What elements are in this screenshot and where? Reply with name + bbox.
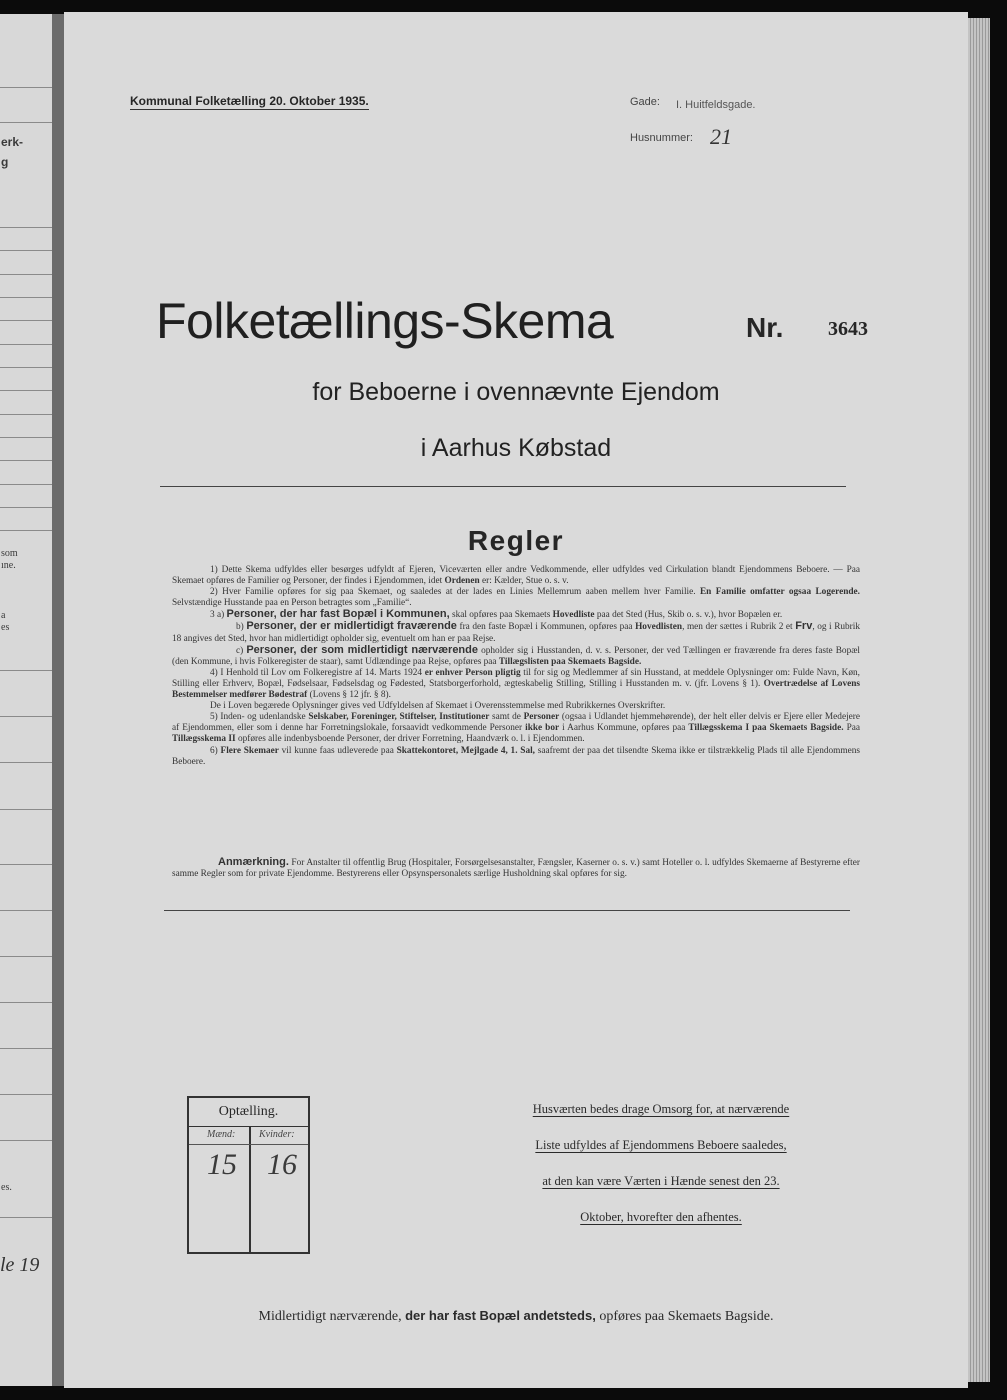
rules-text	[172, 565, 860, 768]
margin-fragment: a	[1, 610, 6, 621]
rule-1: 1) Dette Skema udfyldes eller besørges udfyldt af Ejeren, Viceværten eller andre Vedkommende, eller udfyldes ved Cirkulation blandt Ejendommens Beboere. — Paa Skemaet opføres de Familier og Personer, der findes i Ejendommen, idet Ordenen er: Kælder, Stue o. s. v.	[172, 565, 860, 587]
house-number-label: Husnummer:	[630, 132, 693, 144]
rule-4-note: De i Loven begærede Oplysninger gives ved Udfyldelsen af Skemaet i Overensstemmelse med Rubrikkernes Overskrifter.	[210, 701, 666, 712]
house-number-value: 21	[710, 124, 732, 149]
rule-3c: c) Personer, der som midlertidigt nærværende opholder sig i Husstanden, d. v. s. Personer, der ved Tællingen er fraværende fra deres faste Bopæl (den Kommune, i hvis Folkeregister de staar), samt Udlændinge paa Rejse, opføres paa Tillægslisten paa Skemaets Bagside.	[172, 643, 861, 667]
form-number: 3643	[828, 318, 868, 340]
women-label: Kvinder:	[259, 1129, 295, 1140]
footer-note: Midlertidigt nærværende, der har fast Bopæl andetsteds, opføres paa Skemaets Bagside.	[258, 1308, 774, 1324]
census-form-page	[64, 12, 968, 1388]
remark-label: Anmærkning.	[218, 856, 289, 868]
street-label: Gade:	[630, 96, 660, 108]
rule-3b: b) Personer, der er midlertidigt fraværende fra den faste Bopæl i Kommunen, opføres paa Hovedlisten, men der sættes i Rubrik 2 et Frv, og i Rubrik 18 angives det Sted, hvor han midlertidigt opholder sig, eventuelt om han er paa Rejse.	[172, 620, 861, 644]
margin-fragment: g	[1, 155, 9, 169]
divider	[164, 910, 850, 911]
left-page-fragment	[0, 14, 52, 1386]
rule-5: 5) Inden- og udenlandske Selskaber, Foreninger, Stiftelser, Institutioner samt de Personer (ogsaa i Udlandet hjemmehørende), der helt eller delvis er Ejere eller Medejere af Ejendommen, eller som i denne har Forretningslokale, forsaavidt vedkommende Personer ikke bor i Aarhus Kommune, opføres paa Tillægsskema I paa Skemaets Bagside. Paa Tillægsskema II opføres alle indenbysboende Personer, der driver Forretning, Haandværk o. l. i Ejendommen.	[172, 712, 861, 745]
margin-fragment: ıne.	[1, 560, 16, 571]
count-box-title: Optælling.	[189, 1098, 308, 1127]
landlord-notice-line: Husværten bedes drage Omsorg for, at nærværende	[532, 1102, 790, 1116]
landlord-notice-line: Liste udfyldes af Ejendommens Beboere saaledes,	[535, 1138, 787, 1152]
margin-fragment: es.	[1, 1182, 12, 1193]
rule-6: 6) Flere Skemaer vil kunne faas udleverede paa Skattekontoret, Mejlgade 4, 1. Sal, saafremt der paa det tilsendte Skema ikke er tilstrækkelig Plads til alle Ejendommens Beboere.	[172, 745, 860, 767]
book-gutter	[52, 14, 64, 1386]
rule-3a: 3 a) Personer, der har fast Bopæl i Kommunen, skal opføres paa Skemaets Hovedliste paa det Sted (Hus, Skib o. s. v.), hvor Bopælen er.	[210, 608, 783, 621]
margin-fragment: es	[1, 622, 10, 633]
rule-2: 2) Hver Familie opføres for sig paa Skemaet, og saaledes at der lades en Linies Mellemrum aaben mellem hver Familie. En Familie omfatter ogsaa Logerende. Selvstændige Husstande paa en Person betragtes som „Familie“.	[172, 587, 860, 609]
remark-text: Anmærkning. For Anstalter til offentlig Brug (Hospitaler, Forsørgelsesanstalter, Fængsler, Kaserner o. s. v.) samt Hoteller o. l. udfyldes Skemaerne af Bestyrerne efter samme Regler som for private Ejendomme. Bestyrerens eller Opsynspersonalets særlige Husholdning skal opføres for sig.	[172, 856, 860, 880]
form-subtitle: for Beboerne i ovennævnte Ejendom	[312, 378, 720, 406]
men-count: 15	[207, 1148, 237, 1181]
margin-fragment: le 19	[0, 1254, 40, 1276]
divider	[160, 486, 846, 487]
rule-4: 4) I Henhold til Lov om Folkeregistre af 14. Marts 1924 er enhver Person pligtig til for sig og Medlemmer af sin Husstand, at meddele Oplysninger om: Fulde Navn, Køn, Stilling eller Erhverv, Bopæl, Fødselsaar, Fødselsdag og Fødested, Statsborgerforhold, ægteskabelig Stilling, Stilling i Husstanden m. v. (jfr. Lovens § 1). Overtrædelse af Lovens Bestemmelser medfører Bødestraf (Lovens § 12 jfr. § 8).	[172, 667, 861, 701]
men-label: Mænd:	[207, 1129, 236, 1140]
census-title: Kommunal Folketælling 20. Oktober 1935.	[130, 94, 369, 108]
number-label: Nr.	[746, 312, 784, 343]
count-box	[187, 1096, 310, 1254]
street-value: I. Huitfeldsgade.	[676, 99, 756, 111]
form-location: i Aarhus Købstad	[420, 434, 612, 462]
form-title: Folketællings-Skema	[156, 293, 614, 349]
margin-fragment: som	[1, 548, 18, 559]
landlord-notice-line: Oktober, hvorefter den afhentes.	[580, 1210, 742, 1224]
landlord-notice-line: at den kan være Værten i Hænde senest den 23.	[542, 1174, 780, 1188]
margin-fragment: erk-	[1, 135, 24, 149]
women-count: 16	[267, 1148, 297, 1181]
rules-heading: Regler	[467, 525, 565, 556]
